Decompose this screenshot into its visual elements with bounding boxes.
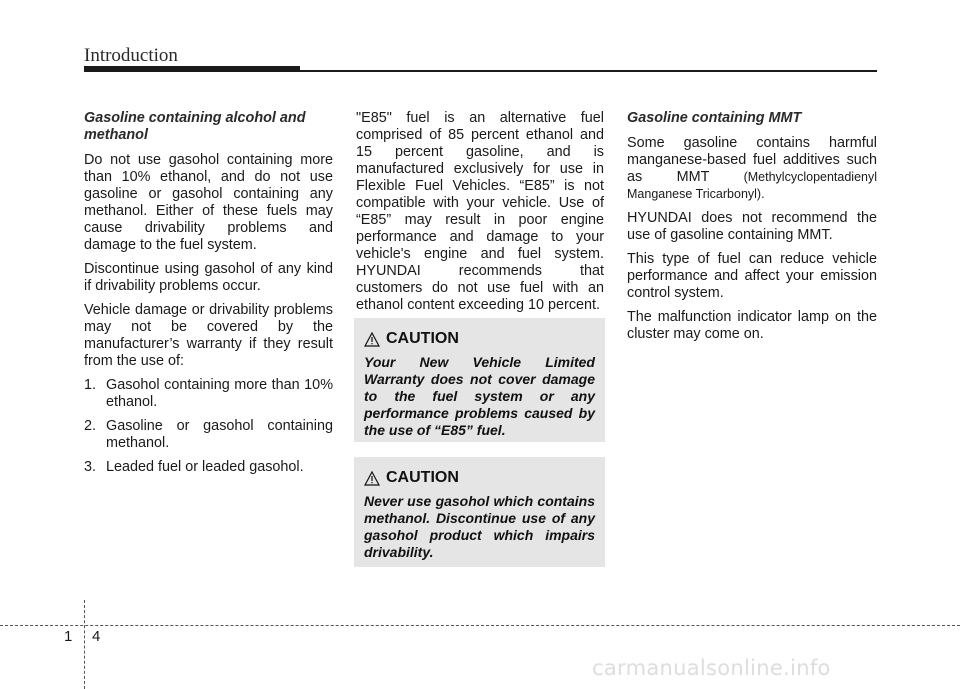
caution-text: Your New Vehicle Limited Warranty does not cover damage to the fuel system or any performance problems caused by the use of “E85” fuel.: [364, 354, 595, 438]
paragraph-small-text: (Methylcyclopentadienyl Manganese Tricarbonyl).: [627, 170, 878, 201]
page-header-title: Introduction: [84, 45, 178, 66]
chapter-number: 1: [64, 628, 73, 645]
footer-rule-vertical: [84, 600, 85, 689]
caution-title: CAUTION: [386, 330, 459, 347]
right-column: [627, 110, 877, 350]
warning-triangle-icon: [364, 332, 380, 347]
fuel-list: [84, 377, 333, 476]
header-rule-thick: [84, 66, 300, 72]
list-number: 2.: [84, 418, 97, 434]
list-text: Leaded fuel or leaded gasohol.: [106, 459, 304, 475]
paragraph-e85: "E85" fuel is an alternative fuel comprised of 85 percent ethanol and 15 percent gasoline, and is manufactured exclusively for use in Flexible Fuel Vehicles. “E85” is not compatible with your vehicle. Use of “E85” may result in poor engine performance and damage to your vehicle's engine and fuel system. HYUNDAI recommends that customers do not use fuel with an ethanol content exceeding 10 percent.: [356, 110, 604, 313]
section-heading-mmt: Gasoline containing MMT: [627, 110, 802, 126]
list-number: 1.: [84, 377, 97, 393]
list-number: 3.: [84, 459, 97, 475]
left-column: [84, 110, 333, 483]
caution-box-e85: [354, 318, 605, 442]
warning-triangle-icon: [364, 471, 380, 486]
list-item: [84, 459, 333, 476]
page-number: 4: [92, 628, 101, 645]
paragraph-main-text: Some gasoline contains harmful manganese-based fuel additives such as MMT: [627, 135, 877, 185]
caution-title: CAUTION: [386, 469, 459, 486]
list-item: [84, 377, 333, 411]
paragraph: This type of fuel can reduce vehicle performance and affect your emission control system.: [627, 251, 877, 301]
list-text: Gasohol containing more than 10% ethanol.: [106, 377, 333, 410]
paragraph: [627, 135, 877, 203]
middle-column: [356, 110, 604, 321]
list-item: [84, 418, 333, 452]
footer-rule-horizontal: [0, 625, 960, 626]
paragraph: Discontinue using gasohol of any kind if drivability problems occur.: [84, 261, 333, 294]
paragraph: Vehicle damage or drivability problems may not be covered by the manufacturer’s warranty if they result from the use of:: [84, 302, 333, 369]
list-text: Gasoline or gasohol containing methanol.: [106, 418, 333, 451]
watermark: carmanualsonline.info: [592, 656, 831, 680]
header-rule-thin: [300, 70, 877, 72]
paragraph: HYUNDAI does not recommend the use of gasoline containing MMT.: [627, 210, 877, 243]
paragraph: The malfunction indicator lamp on the cluster may come on.: [627, 309, 877, 342]
caution-box-methanol: [354, 457, 605, 567]
caution-header: [364, 469, 595, 487]
paragraph: Do not use gasohol containing more than 10% ethanol, and do not use gasoline or gasohol containing any methanol. Either of these fuels may cause drivability problems and damage to the fuel system.: [84, 152, 333, 253]
caution-text: Never use gasohol which contains methanol. Discontinue use of any gasohol product which impairs drivability.: [364, 493, 595, 560]
caution-header: [364, 330, 595, 348]
section-heading-alcohol: Gasoline containing alcohol and methanol: [84, 110, 306, 143]
